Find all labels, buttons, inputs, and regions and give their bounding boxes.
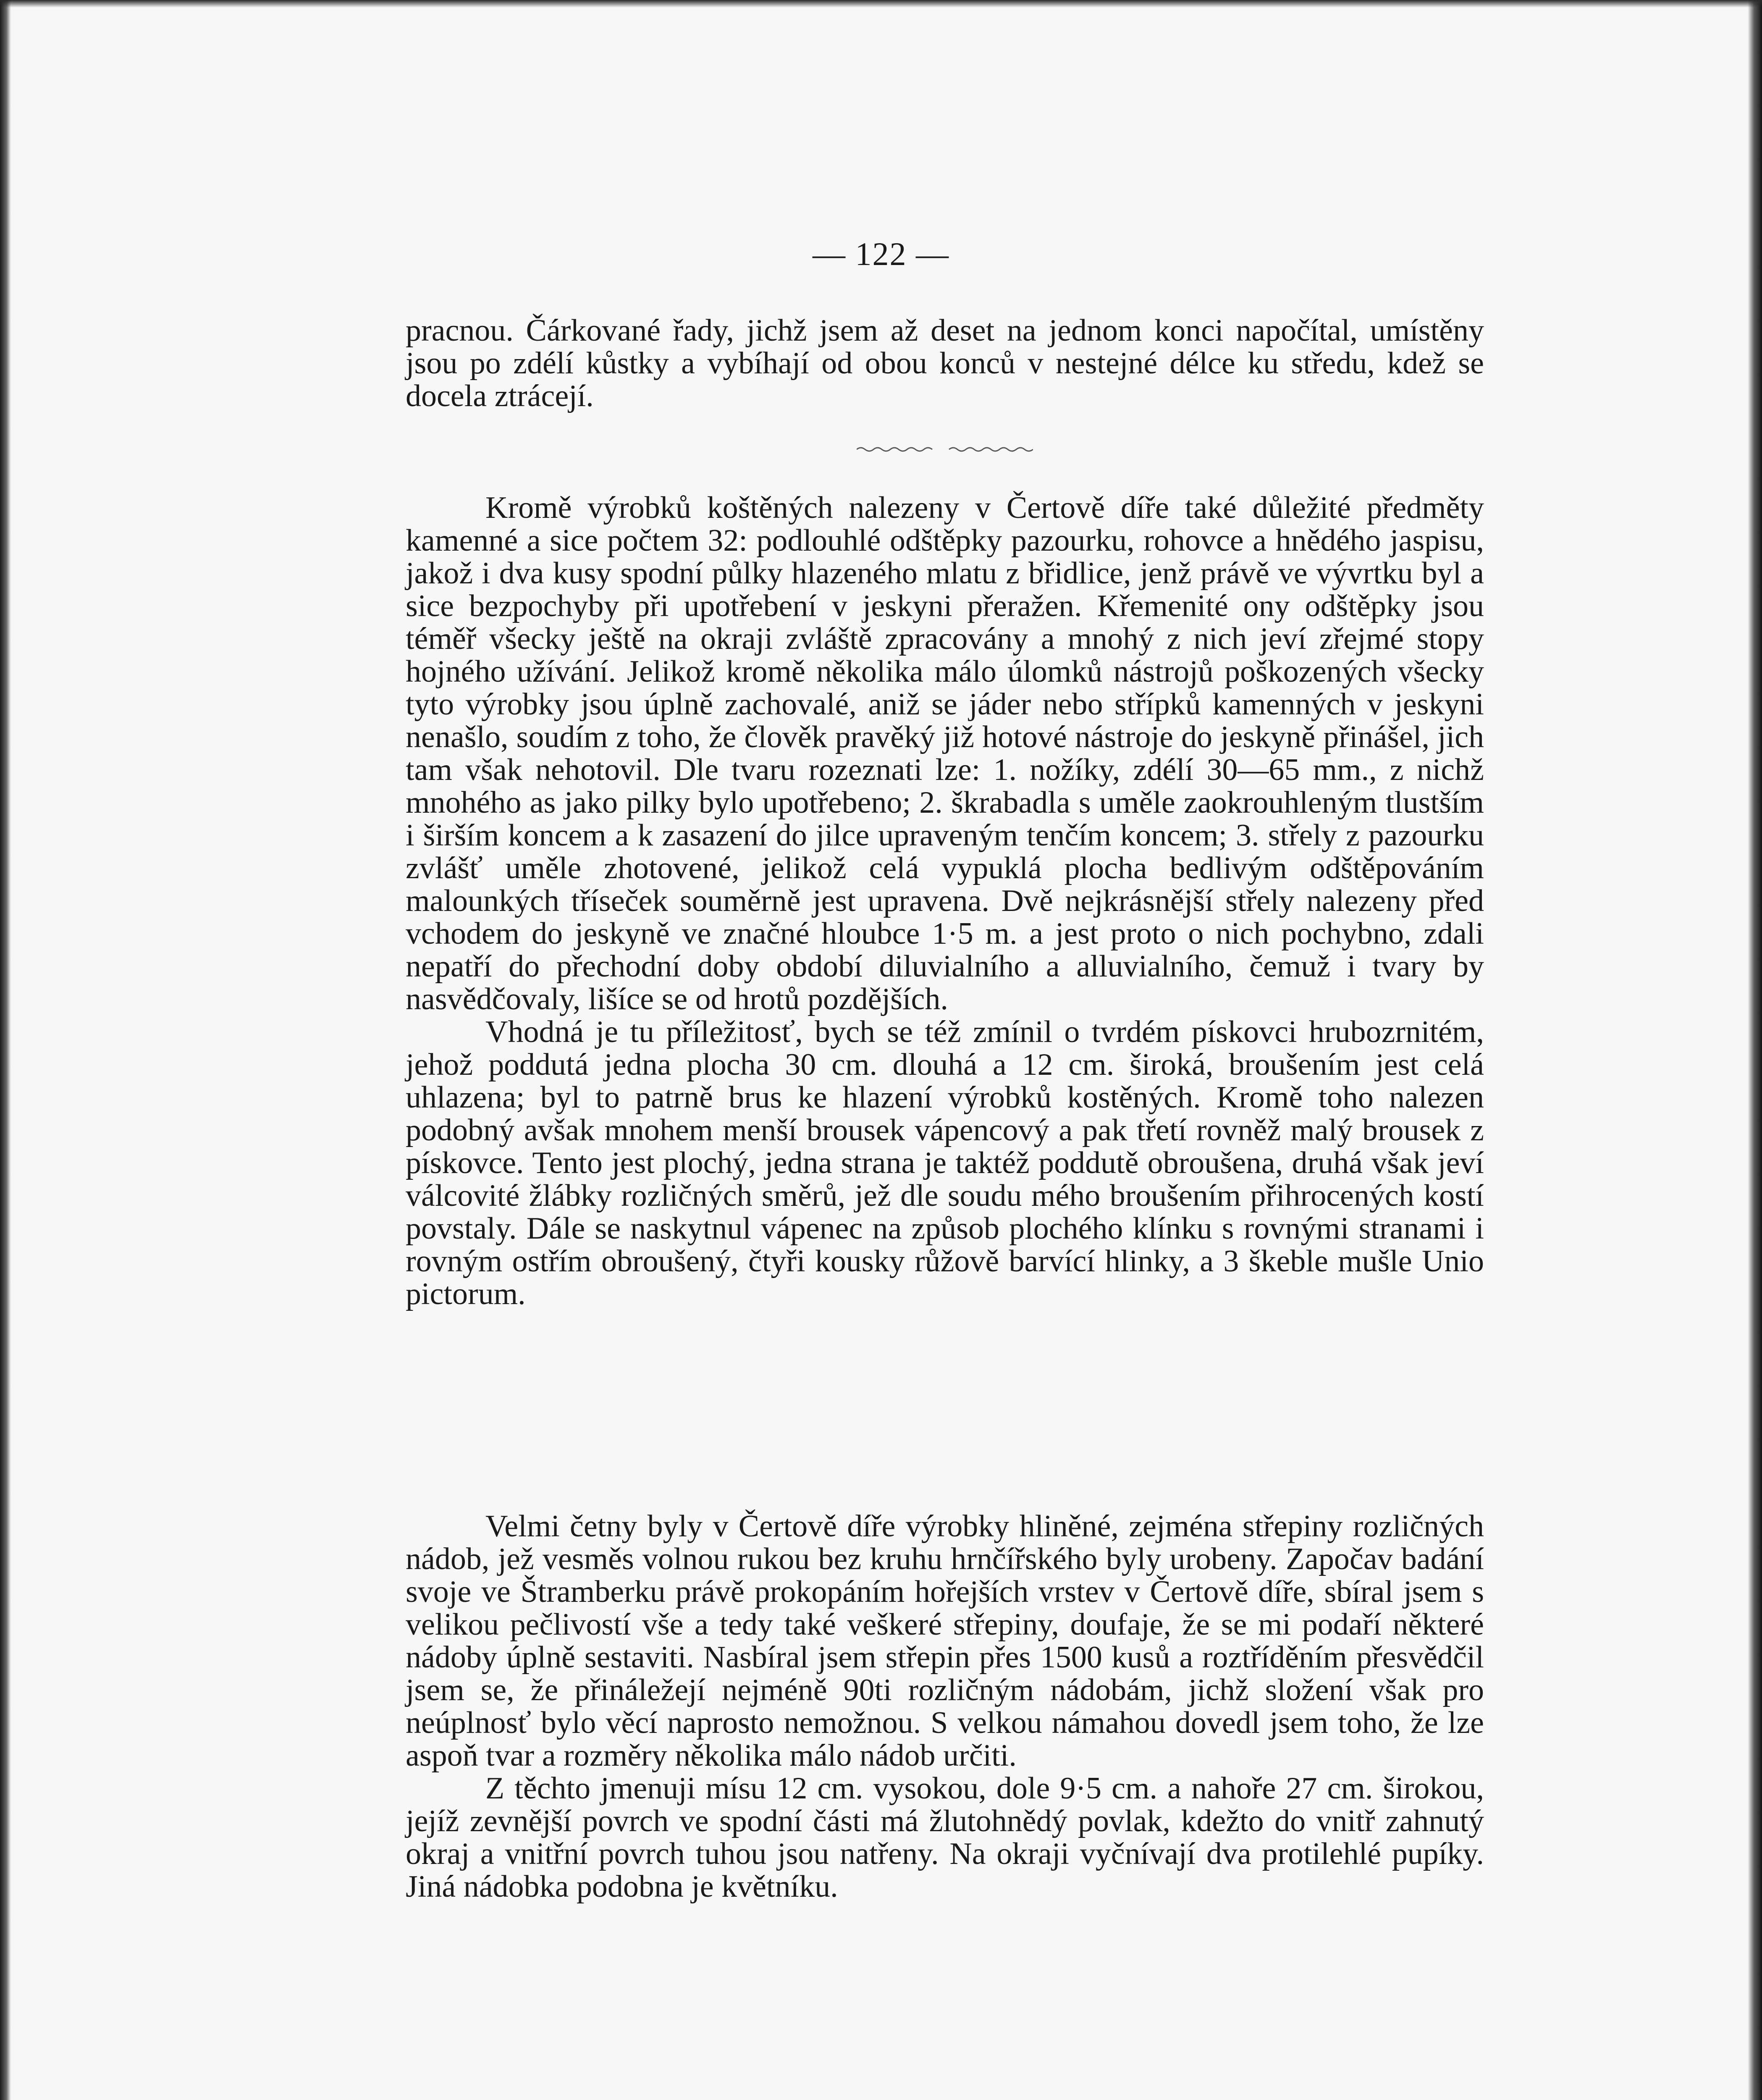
clay-paragraph-2: Z těchto jmenuji mísu 12 cm. vysokou, dole 9·5 cm. a nahoře 27 cm. širokou, jejíž zevnější povrch ve spodní části má žlutohnědý povlak, kdežto do vnitř zahnutý okraj a vnitřní povrch tuhou jsou natřeny. Na okraji vyčnívají dva protilehlé pupíky. Jiná nádobka podobna je květníku. bbox=[406, 1771, 1484, 1904]
wavy-divider-ornament bbox=[857, 445, 1033, 454]
scan-edge-top bbox=[0, 0, 1762, 8]
continuation-paragraph-block bbox=[406, 314, 1484, 412]
scan-edge-left bbox=[0, 0, 11, 2100]
scan-edge-right bbox=[1748, 0, 1762, 2100]
page-number: — 122 — bbox=[813, 236, 949, 272]
stone-paragraph-1: Kromě výrobků koštěných nalezeny v Čertově díře také důležité předměty kamenné a sice počtem 32: podlouhlé odštěpky pazourku, rohovce a hnědého jaspisu, jakož i dva kusy spodní půlky hlazeného mlatu z břidlice, jenž právě ve vývrtku byl a sice bezpochyby při upotřebení v jeskyni přeražen. Křemenité ony odštěpky jsou téměř všecky ještě na okraji zvláště zpracovány a mnohý z nich jeví zřejmé stopy hojného užívání. Jelikož kromě několika málo úlomků nástrojů poškozených všecky tyto výrobky jsou úplně zachovalé, aniž se jáder nebo střípků kamenných v jeskyni nenašlo, soudím z toho, že člověk pravěký již hotové nástroje do jeskyně přinášel, jich tam však nehotovil. Dle tvaru rozeznati lze: 1. nožíky, zdélí 30—65 mm., z nichž mnohého as jako pilky bylo upotřebeno; 2. škrabadla s uměle zaokrouhleným tlustším i širším koncem a k zasazení do jilce upraveným tenčím koncem; 3. střely z pazourku zvlášť uměle zhotovené, jelikož celá vypuklá plocha bedlivým odštěpováním malounkých třísеček souměrně jest upravena. Dvě nejkrásnější střely nalezeny před vchodem do jeskyně ve značné hloubce 1·5 m. a jest proto o nich pochybno, zdali nepatří do přechodní doby období diluvialního a alluvialního, čemuž i tvary by nasvědčovaly, lišíce se od hrotů pozdějších. bbox=[406, 491, 1484, 1016]
clay-artifacts-section bbox=[406, 1510, 1484, 1903]
stone-paragraph-2: Vhodná je tu příležitosť, bych se též zmínil o tvrdém pískovci hrubozrnitém, jehož poddutá jedna plocha 30 cm. dlouhá a 12 cm. široká, broušením jest celá uhlazena; byl to patrně brus ke hlazení výrobků kostěných. Kromě toho nalezen podobný avšak mnohem menší brousek vápencový a pak třetí rovněž malý brousek z pískovce. Tento jest plochý, jedna strana je taktéž poddutě obroušena, druhá však jeví válcovité žlábky rozličných směrů, jež dle soudu mého broušením přihrocených kostí povstaly. Dále se naskytnul vápenec na způsob plochého klínku s rovnými stranami i rovným ostřím obroušený, čtyři kousky růžově barvící hlinky, a 3 škeble mušle Unio pictorum. bbox=[406, 1015, 1484, 1311]
continuation-paragraph: pracnou. Čárkované řady, jichž jsem až deset na jednom konci napočítal, umístěny jsou po zdélí kůstky a vybíhají od obou konců v nestejné délce ku středu, kdež se docela ztrácejí. bbox=[406, 313, 1484, 413]
stone-artifacts-section bbox=[406, 491, 1484, 1310]
clay-paragraph-1: Velmi četny byly v Čertově díře výrobky hliněné, zejména střepiny rozličných nádob, jež vesměs volnou rukou bez kruhu hrnčířského byly urobeny. Započav badání svoje ve Štramberku právě prokopáním hořejších vrstev v Čertově díře, sbíral jsem s velikou pečlivostí vše a tedy také veškeré střepiny, doufaje, že se mi podaří některé nádoby úplně sestaviti. Nasbíral jsem střepin přes 1500 kusů a roztříděním přesvědčil jsem se, že přináležejí nejméně 90ti rozličným nádobám, jichž složení však pro neúplnosť bylo věcí naprosto nemožnou. S velkou námahou dovedl jsem toho, že lze aspoň tvar a rozměry několika málo nádob určiti. bbox=[406, 1509, 1484, 1773]
